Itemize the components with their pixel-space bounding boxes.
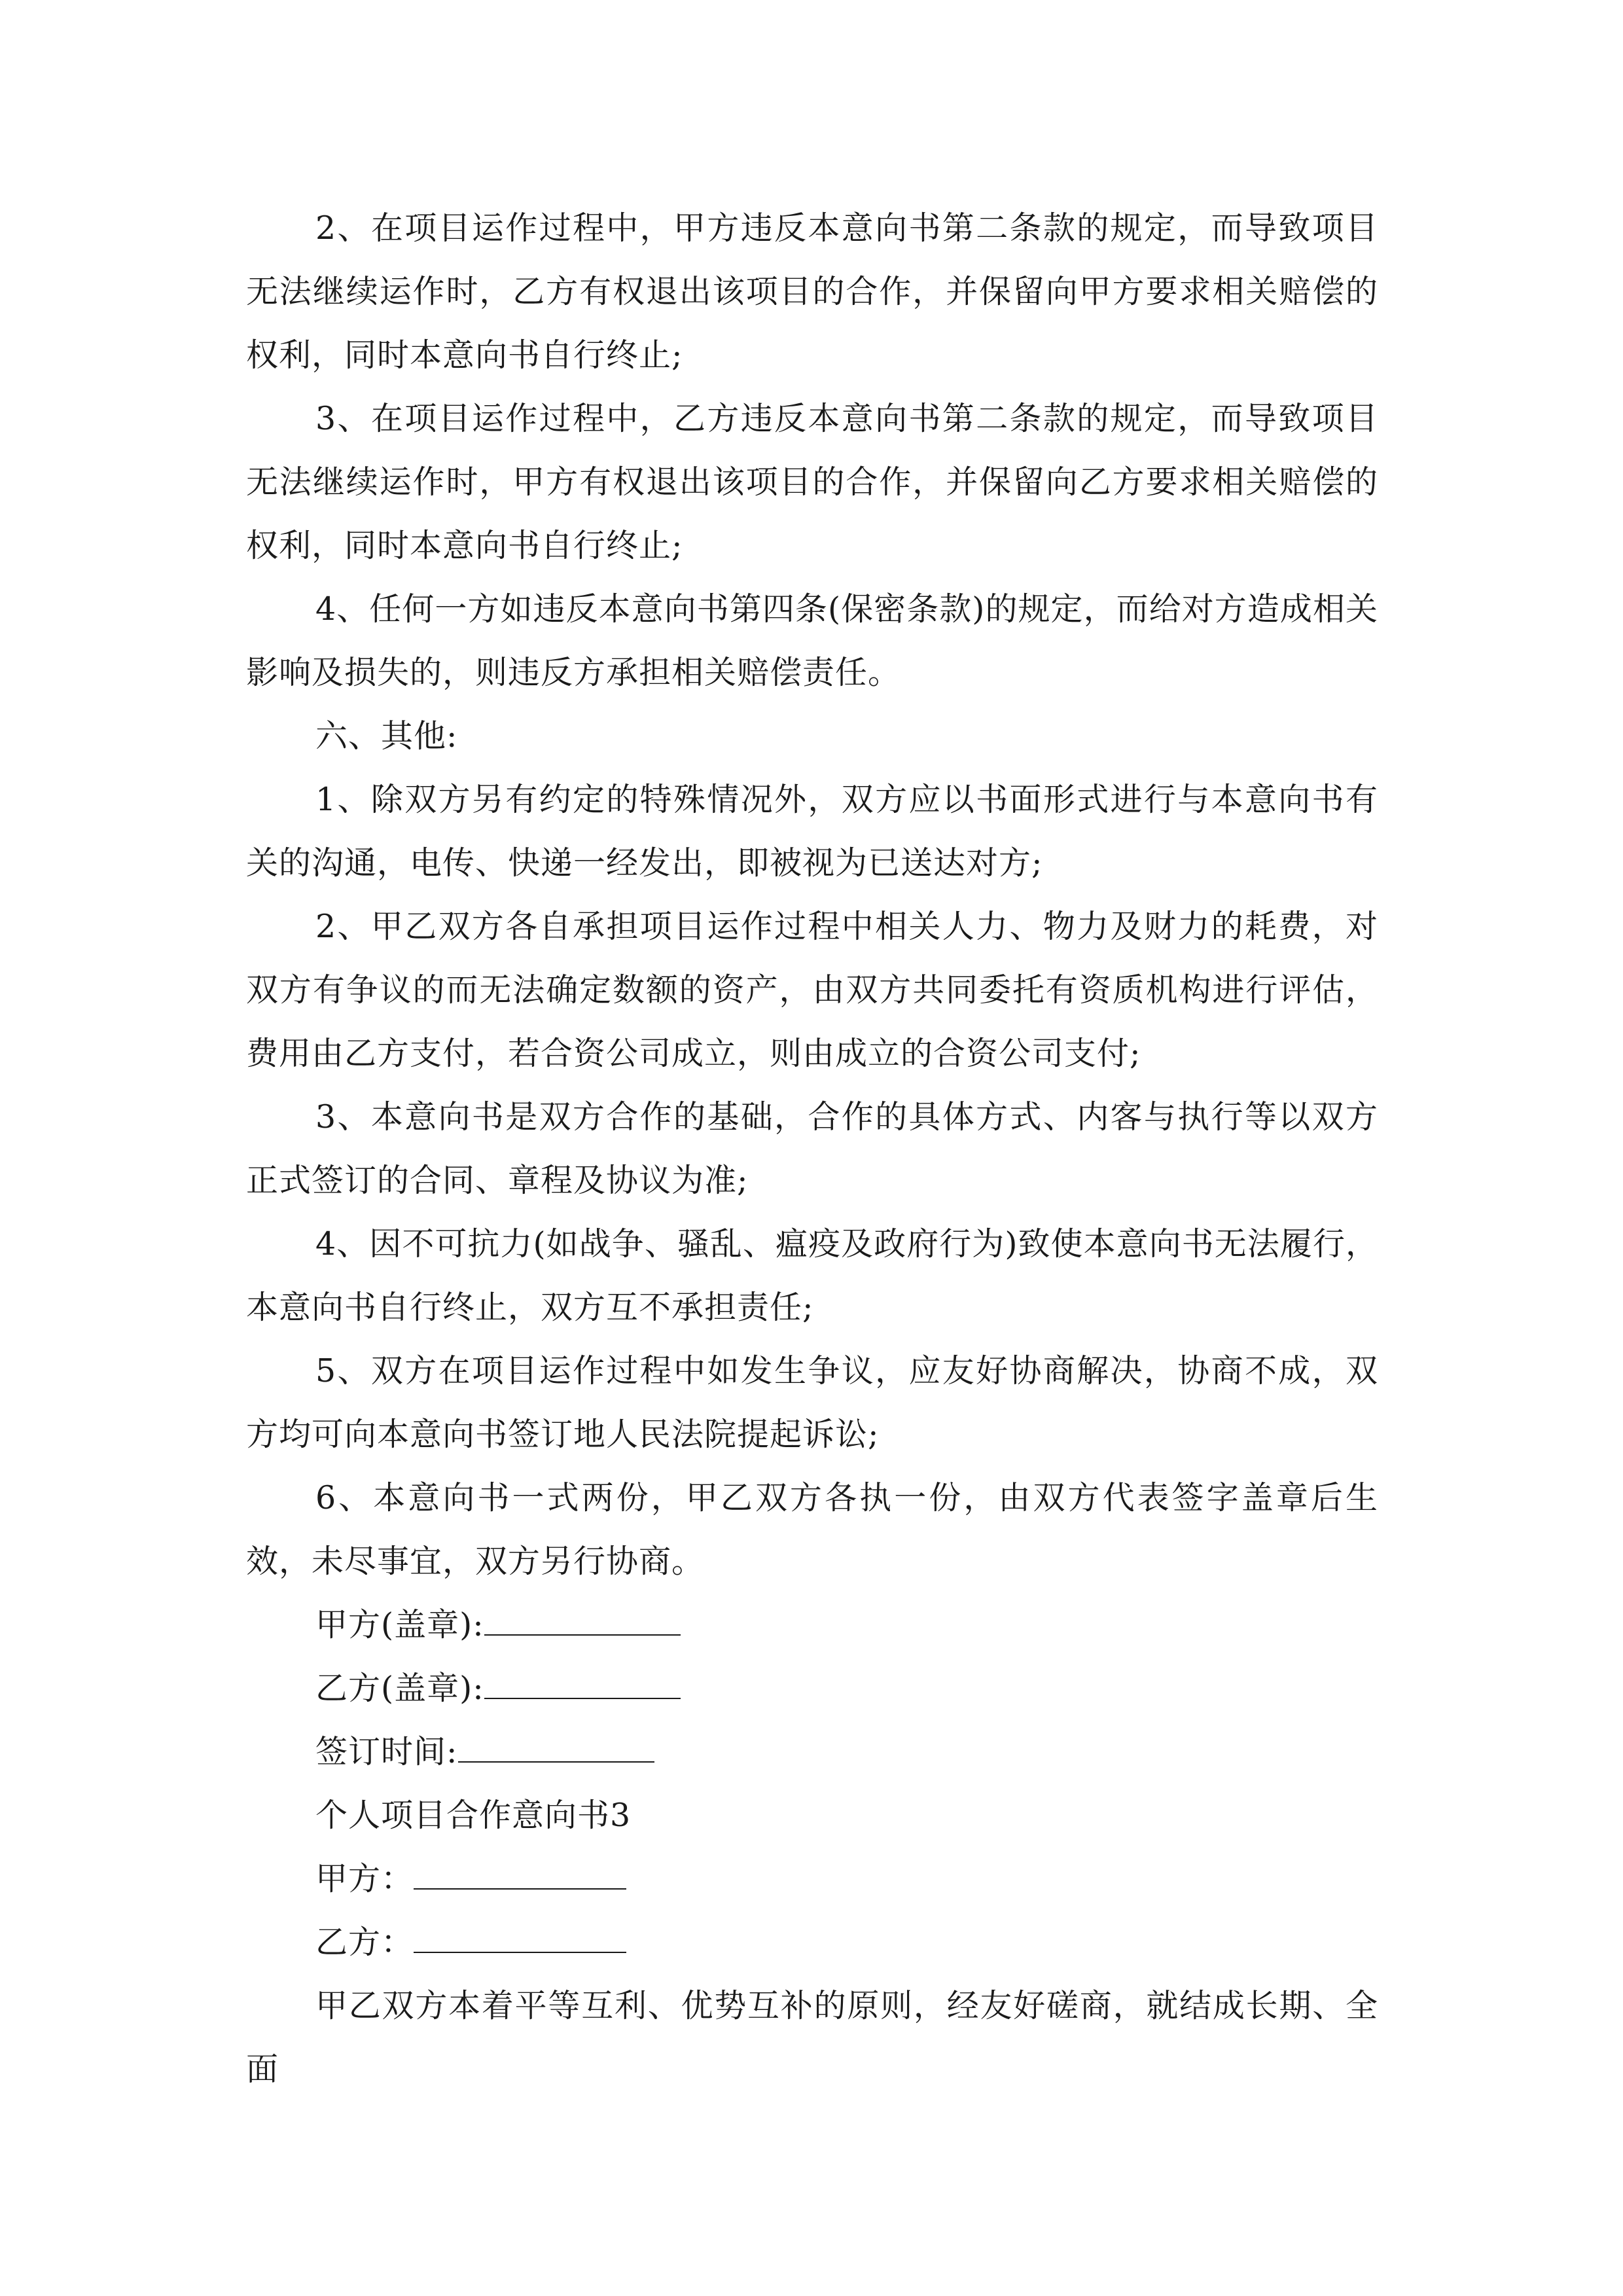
next-party-b-label: 乙方： — [315, 1924, 414, 1961]
document-page — [246, 196, 1378, 2101]
signature-date-label: 签订时间: — [315, 1733, 458, 1770]
signature-party-a-label: 甲方(盖章): — [315, 1606, 484, 1643]
signature-date — [246, 1720, 1378, 1784]
next-party-b — [246, 1910, 1378, 1974]
section-heading-other: 六、其他: — [315, 717, 458, 755]
signature-date-blank — [458, 1731, 654, 1763]
clause-4: 4、任何一方如违反本意向书第四条(保密条款)的规定，而给对方造成相关影响及损失的，则违反方承担相关赔偿责任。 — [246, 590, 1378, 691]
other-clause-6: 6、本意向书一式两份，甲乙双方各执一份，由双方代表签字盖章后生效，未尽事宜，双方另行协商。 — [246, 1479, 1378, 1580]
clause-3: 3、在项目运作过程中，乙方违反本意向书第二条款的规定，而导致项目无法继续运作时，甲方有权退出该项目的合作，并保留向乙方要求相关赔偿的权利，同时本意向书自行终止; — [246, 400, 1378, 564]
next-party-a — [246, 1847, 1378, 1910]
signature-party-b-label: 乙方(盖章): — [315, 1670, 484, 1707]
next-intro: 甲乙双方本着平等互利、优势互补的原则，经友好磋商，就结成长期、全面 — [246, 1987, 1378, 2088]
signature-party-a — [246, 1593, 1378, 1657]
other-clause-4: 4、因不可抗力(如战争、骚乱、瘟疫及政府行为)致使本意向书无法履行，本意向书自行终止，双方互不承担责任; — [246, 1225, 1378, 1326]
signature-party-b-blank — [484, 1668, 681, 1699]
next-document-title: 个人项目合作意向书3 — [315, 1797, 632, 1834]
next-party-a-blank — [414, 1858, 626, 1890]
other-clause-3: 3、本意向书是双方合作的基础，合作的具体方式、内客与执行等以双方正式签订的合同、章程及协议为准; — [246, 1098, 1378, 1199]
other-clause-1: 1、除双方另有约定的特殊情况外，双方应以书面形式进行与本意向书有关的沟通，电传、快递一经发出，即被视为已送达对方; — [246, 781, 1378, 882]
signature-party-b — [246, 1657, 1378, 1720]
clause-2: 2、在项目运作过程中，甲方违反本意向书第二条款的规定，而导致项目无法继续运作时，乙方有权退出该项目的合作，并保留向甲方要求相关赔偿的权利，同时本意向书自行终止; — [246, 209, 1378, 374]
next-party-b-blank — [414, 1922, 626, 1953]
next-party-a-label: 甲方： — [315, 1860, 414, 1897]
other-clause-2: 2、甲乙双方各自承担项目运作过程中相关人力、物力及财力的耗费，对双方有争议的而无法确定数额的资产，由双方共同委托有资质机构进行评估，费用由乙方支付，若合资公司成立，则由成立的合资公司支付; — [246, 908, 1378, 1072]
signature-party-a-blank — [484, 1604, 681, 1636]
other-clause-5: 5、双方在项目运作过程中如发生争议，应友好协商解决，协商不成，双方均可向本意向书签订地人民法院提起诉讼; — [246, 1352, 1378, 1453]
